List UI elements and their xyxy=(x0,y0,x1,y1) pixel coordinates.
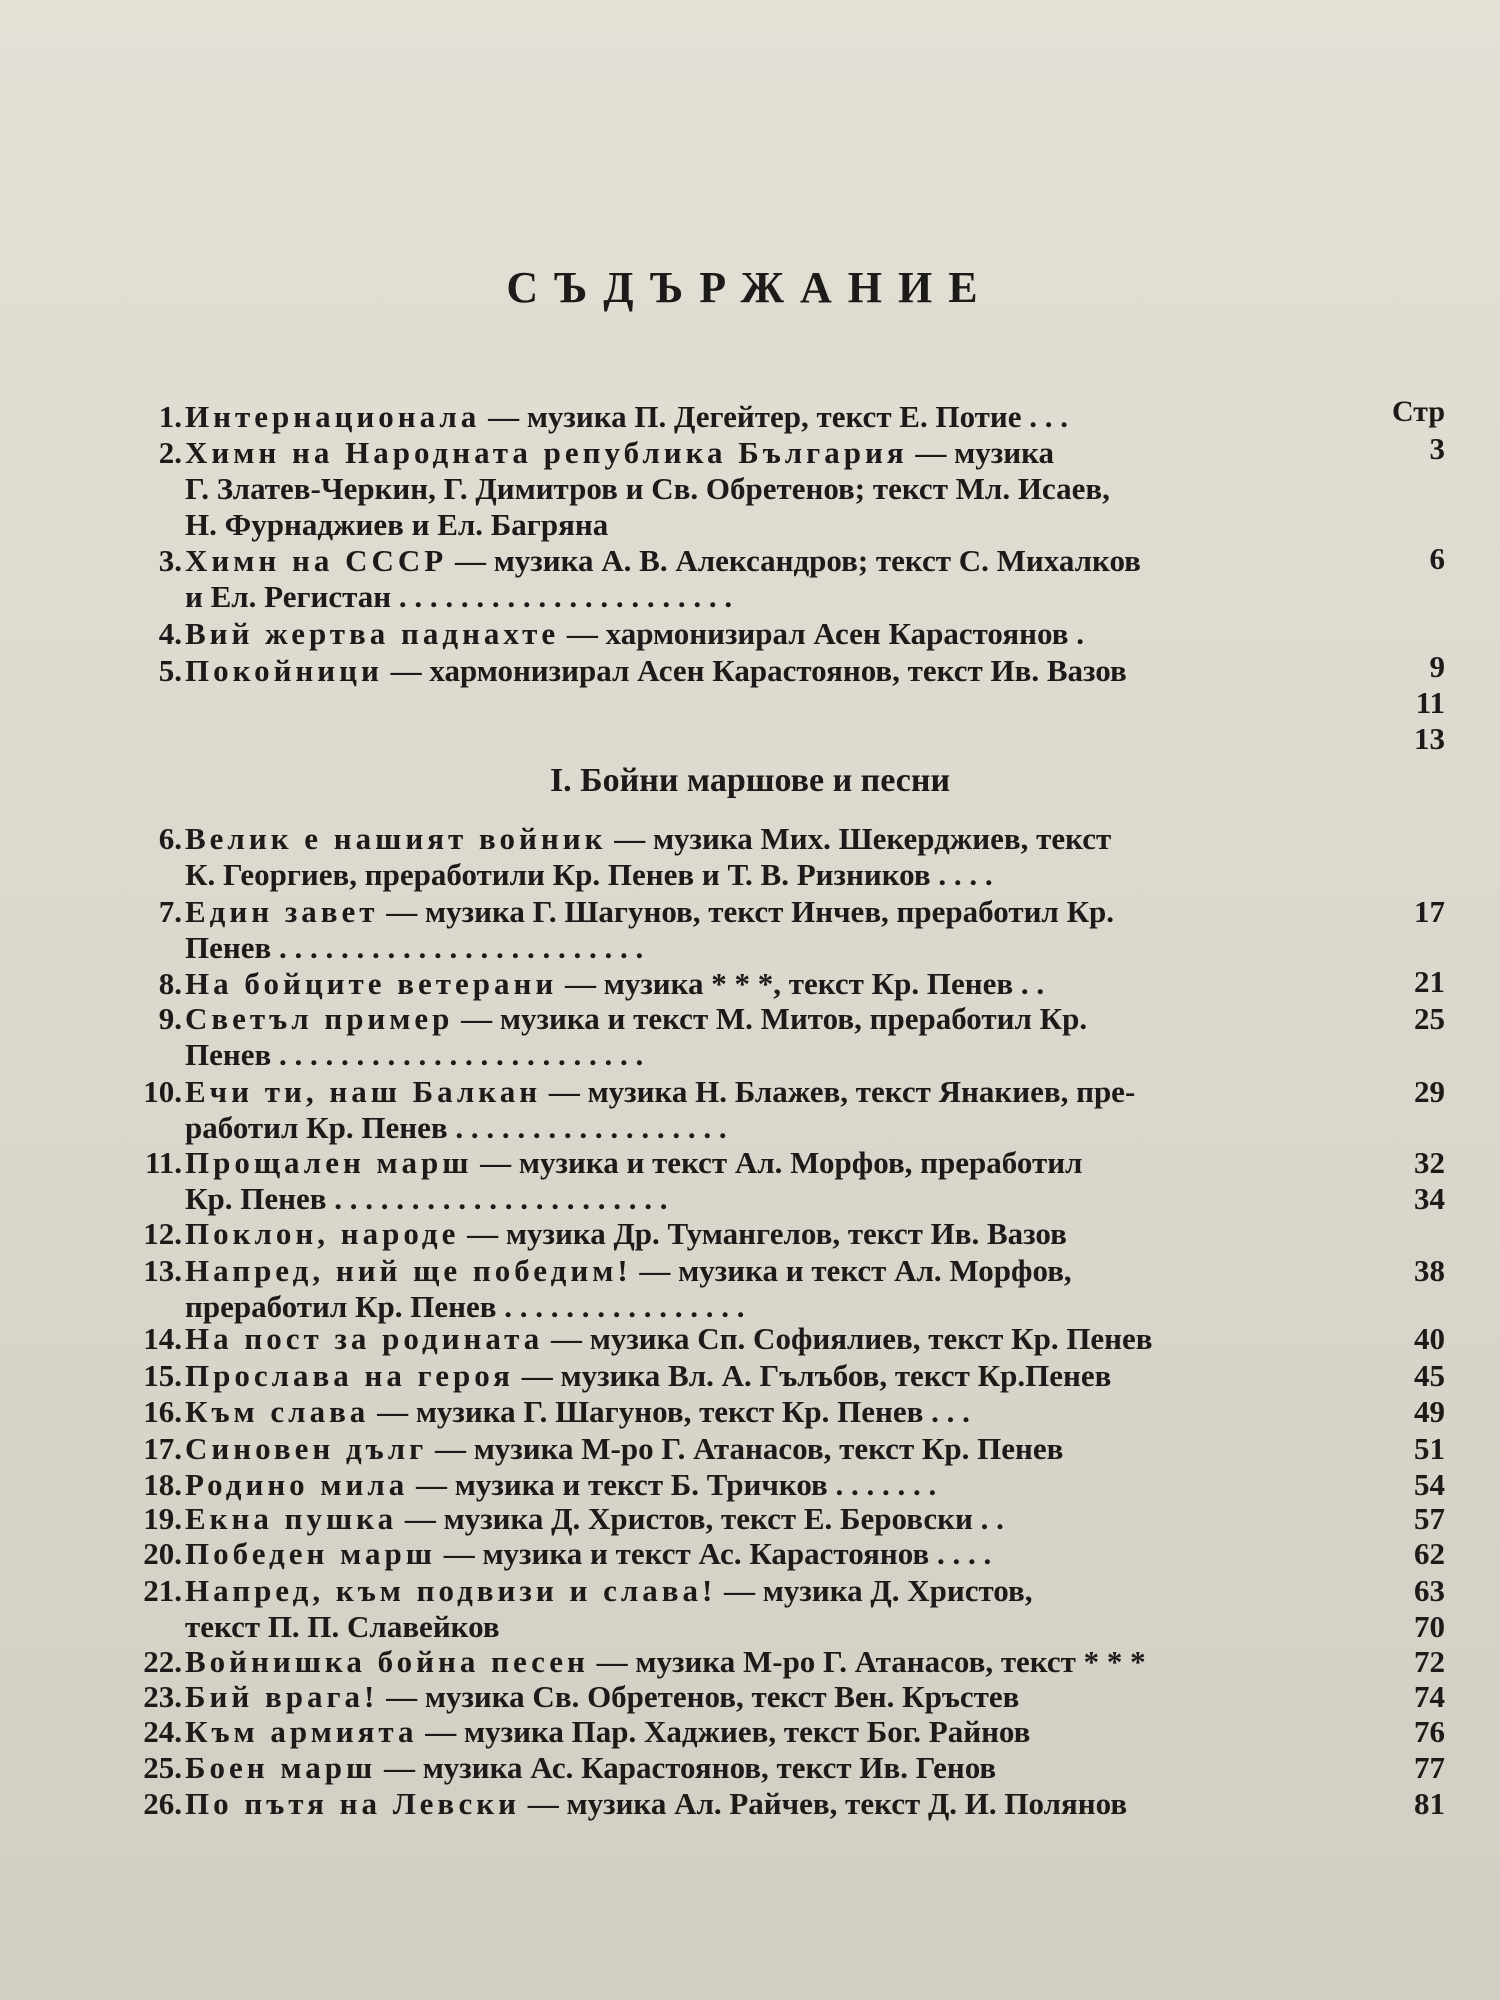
page-number: 17 xyxy=(1414,894,1445,929)
entry-number: 12. xyxy=(143,1216,182,1251)
page-number: 11 xyxy=(1415,685,1445,720)
entry-line xyxy=(185,893,1380,931)
song-title: На пост за родината xyxy=(185,1321,544,1356)
song-title: Към слава xyxy=(185,1394,370,1429)
song-title: На бойците ветерани xyxy=(185,966,558,1001)
page-number: 6 xyxy=(1429,541,1445,576)
entry-credits: — музика Др. Тумангелов, текст Ив. Вазов xyxy=(459,1216,1067,1251)
entry-number: 14. xyxy=(143,1321,182,1356)
entry-line xyxy=(185,1180,1380,1218)
entry-line xyxy=(185,1643,1380,1681)
entry-credits: преработил Кр. Пенев . . . . . . . . . . . . . . . . xyxy=(185,1289,745,1324)
entry-number: 5. xyxy=(158,653,182,688)
entry-credits: — музика Г. Шагунов, текст Кр. Пенев . . . xyxy=(369,1394,970,1429)
entry-line xyxy=(185,1000,1380,1038)
entry-line xyxy=(185,1500,1380,1538)
page-number: 57 xyxy=(1414,1501,1445,1536)
entry-credits: текст П. П. Славейков xyxy=(185,1609,500,1644)
page-number: 3 xyxy=(1429,431,1445,466)
page-number: 81 xyxy=(1414,1786,1445,1821)
entry-line xyxy=(185,856,1380,894)
entry-credits: — музика А. В. Александров; текст С. Михалков xyxy=(447,543,1141,578)
page-number: 38 xyxy=(1414,1253,1445,1288)
entry-credits: Пенев . . . . . . . . . . . . . . . . . . . . . . . . xyxy=(185,930,644,965)
page-number: 72 xyxy=(1414,1644,1445,1679)
song-title: Напред, към подвизи и слава! xyxy=(185,1573,717,1608)
entry-credits: — музика Д. Христов, xyxy=(716,1573,1033,1608)
song-title: Ечи ти, наш Балкан xyxy=(185,1074,542,1109)
song-title: Интернационала xyxy=(185,399,481,434)
entry-credits: — музика и текст Ас. Карастоянов . . . . xyxy=(435,1536,992,1571)
entry-credits: — хармонизирал Асен Карастоянов, текст Ив. Вазов xyxy=(382,653,1127,688)
entry-number: 11. xyxy=(144,1145,182,1180)
entry-line xyxy=(185,1608,1380,1646)
page-number: 54 xyxy=(1414,1467,1445,1502)
entry-number: 26. xyxy=(143,1786,182,1821)
song-title: Прощален марш xyxy=(185,1145,473,1180)
entry-number: 19. xyxy=(143,1501,182,1536)
entry-credits: работил Кр. Пенев . . . . . . . . . . . . . . . . . . xyxy=(185,1110,727,1145)
entry-line xyxy=(185,470,1380,508)
song-title: По пътя на Левски xyxy=(185,1786,520,1821)
page-number: 76 xyxy=(1414,1714,1445,1749)
song-title: Химн на СССР xyxy=(185,543,448,578)
entry-line xyxy=(185,542,1380,580)
entry-line xyxy=(185,1713,1380,1751)
entry-credits: — музика и текст М. Митов, преработил Кр. xyxy=(453,1001,1088,1036)
entry-number: 24. xyxy=(143,1714,182,1749)
entry-line xyxy=(185,929,1380,967)
entry-line xyxy=(185,1785,1380,1823)
song-title: Напред, ний ще победим! xyxy=(185,1253,632,1288)
entry-credits: и Ел. Регистан . . . . . . . . . . . . . . . . . . . . . . xyxy=(185,579,733,614)
entry-credits: — музика Д. Христов, текст Е. Беровски . . xyxy=(397,1501,1004,1536)
section-title: I. Бойни маршове и песни xyxy=(549,762,951,799)
entry-number: 15. xyxy=(143,1358,182,1393)
entry-credits: — музика и текст Б. Тричков . . . . . . . xyxy=(408,1467,937,1502)
entry-credits: Г. Златев-Черкин, Г. Димитров и Св. Обретенов; текст Мл. Исаев, xyxy=(185,471,1110,506)
song-title: Поклон, народе xyxy=(185,1216,460,1251)
entry-credits: — музика М-ро Г. Атанасов, текст Кр. Пенев xyxy=(427,1431,1064,1466)
page-number: 51 xyxy=(1414,1431,1445,1466)
entry-line xyxy=(185,1144,1380,1182)
page-number: 74 xyxy=(1414,1679,1445,1714)
song-title: Велик е нашият войник xyxy=(185,821,607,856)
page-number: 70 xyxy=(1414,1609,1445,1644)
page-number: 49 xyxy=(1414,1394,1445,1429)
song-title: Екна пушка xyxy=(185,1501,398,1536)
entry-number: 17. xyxy=(143,1431,182,1466)
page-number: 13 xyxy=(1414,721,1445,756)
entry-credits: — музика Пар. Хаджиев, текст Бог. Райнов xyxy=(417,1714,1031,1749)
song-title: Светъл пример xyxy=(185,1001,454,1036)
entry-line xyxy=(185,965,1380,1003)
entry-line xyxy=(185,1572,1380,1610)
contents-heading: СЪДЪРЖАНИЕ xyxy=(506,263,994,312)
song-title: Бий врага! xyxy=(185,1679,379,1714)
page-number: 40 xyxy=(1414,1321,1445,1356)
entry-credits: — музика Св. Обретенов, текст Вен. Кръстев xyxy=(378,1679,1020,1714)
page-number: 77 xyxy=(1414,1750,1445,1785)
entry-credits: Пенев . . . . . . . . . . . . . . . . . . . . . . . . xyxy=(185,1037,644,1072)
page-number: 21 xyxy=(1414,964,1445,999)
entry-credits: — хармонизирал Асен Карастоянов . xyxy=(559,616,1084,651)
entry-line xyxy=(185,1535,1380,1573)
song-title: Един завет xyxy=(185,894,379,929)
entry-credits: — музика и текст Ал. Морфов, xyxy=(631,1253,1072,1288)
entry-line xyxy=(185,1109,1380,1147)
entry-credits: — музика Ас. Карастоянов, текст Ив. Генов xyxy=(376,1750,997,1785)
page-column-label: Стр xyxy=(1392,395,1446,428)
page-number: 9 xyxy=(1429,649,1445,684)
entry-credits: — музика М-ро Г. Атанасов, текст * * * xyxy=(588,1644,1146,1679)
entry-line xyxy=(185,1678,1380,1716)
entry-line xyxy=(185,1466,1380,1504)
entry-line xyxy=(185,1393,1380,1431)
entry-number: 2. xyxy=(158,435,182,470)
page-number: 34 xyxy=(1414,1181,1445,1216)
song-title: Прослава на героя xyxy=(185,1358,514,1393)
entry-line xyxy=(185,1320,1380,1358)
song-title: Химн на Народната република България xyxy=(185,435,908,470)
entry-credits: — музика xyxy=(907,435,1054,470)
entry-number: 1. xyxy=(158,399,182,434)
entry-credits: — музика Г. Шагунов, текст Инчев, преработил Кр. xyxy=(378,894,1115,929)
entry-credits: — музика и текст Ал. Морфов, преработил xyxy=(472,1145,1083,1180)
entry-number: 22. xyxy=(143,1644,182,1679)
entry-line xyxy=(185,1749,1380,1787)
entry-number: 9. xyxy=(158,1001,182,1036)
entry-number: 18. xyxy=(143,1467,182,1502)
entry-credits: — музика Мих. Шекерджиев, текст xyxy=(606,821,1112,856)
entry-number: 25. xyxy=(143,1750,182,1785)
entry-credits: Кр. Пенев . . . . . . . . . . . . . . . . . . . . . . xyxy=(185,1181,668,1216)
entry-number: 7. xyxy=(158,894,182,929)
entry-number: 6. xyxy=(158,821,182,856)
entry-credits: — музика Н. Блажев, текст Янакиев, пре- xyxy=(541,1074,1136,1109)
entry-credits: К. Георгиев, преработили Кр. Пенев и Т. В. Ризников . . . . xyxy=(185,857,993,892)
entry-line xyxy=(185,1036,1380,1074)
entry-number: 16. xyxy=(143,1394,182,1429)
song-title: Родино мила xyxy=(185,1467,409,1502)
entry-credits: — музика Ал. Райчев, текст Д. И. Полянов xyxy=(520,1786,1128,1821)
entry-line xyxy=(185,820,1380,858)
page-number: 62 xyxy=(1414,1536,1445,1571)
song-title: Войнишка бойна песен xyxy=(185,1644,589,1679)
song-title: Боен марш xyxy=(185,1750,377,1785)
entry-number: 8. xyxy=(158,966,182,1001)
entry-line xyxy=(185,652,1380,690)
entry-line xyxy=(185,615,1380,653)
entry-number: 3. xyxy=(158,543,182,578)
entry-line xyxy=(185,1430,1380,1468)
entry-line xyxy=(185,1073,1380,1111)
entry-number: 21. xyxy=(143,1573,182,1608)
page-number: 32 xyxy=(1414,1145,1445,1180)
page-number: 25 xyxy=(1414,1001,1445,1036)
entry-line xyxy=(185,1252,1380,1290)
entry-number: 4. xyxy=(158,616,182,651)
entry-credits: — музика Сп. Софиялиев, текст Кр. Пенев xyxy=(543,1321,1153,1356)
entry-credits: — музика П. Дегейтер, текст Е. Потие . . . xyxy=(480,399,1069,434)
song-title: Към армията xyxy=(185,1714,418,1749)
page-number: 63 xyxy=(1414,1573,1445,1608)
entry-number: 23. xyxy=(143,1679,182,1714)
entry-line xyxy=(185,434,1380,472)
page-number: 29 xyxy=(1414,1074,1445,1109)
song-title: Синовен дълг xyxy=(185,1431,428,1466)
entry-line xyxy=(185,1357,1380,1395)
entry-number: 10. xyxy=(143,1074,182,1109)
entry-credits: — музика Вл. А. Гълъбов, текст Кр.Пенев xyxy=(513,1358,1112,1393)
entry-line xyxy=(185,578,1380,616)
song-title: Покойници xyxy=(185,653,383,688)
entry-number: 13. xyxy=(143,1253,182,1288)
page-number: 45 xyxy=(1414,1358,1445,1393)
entry-number: 20. xyxy=(143,1536,182,1571)
song-title: Победен марш xyxy=(185,1536,436,1571)
entry-line xyxy=(185,398,1380,436)
entry-credits: — музика * * *, текст Кр. Пенев . . xyxy=(557,966,1045,1001)
song-title: Вий жертва паднахте xyxy=(185,616,560,651)
entry-line xyxy=(185,1215,1380,1253)
entry-credits: Н. Фурнаджиев и Ел. Багряна xyxy=(185,507,609,542)
entry-line xyxy=(185,506,1380,544)
